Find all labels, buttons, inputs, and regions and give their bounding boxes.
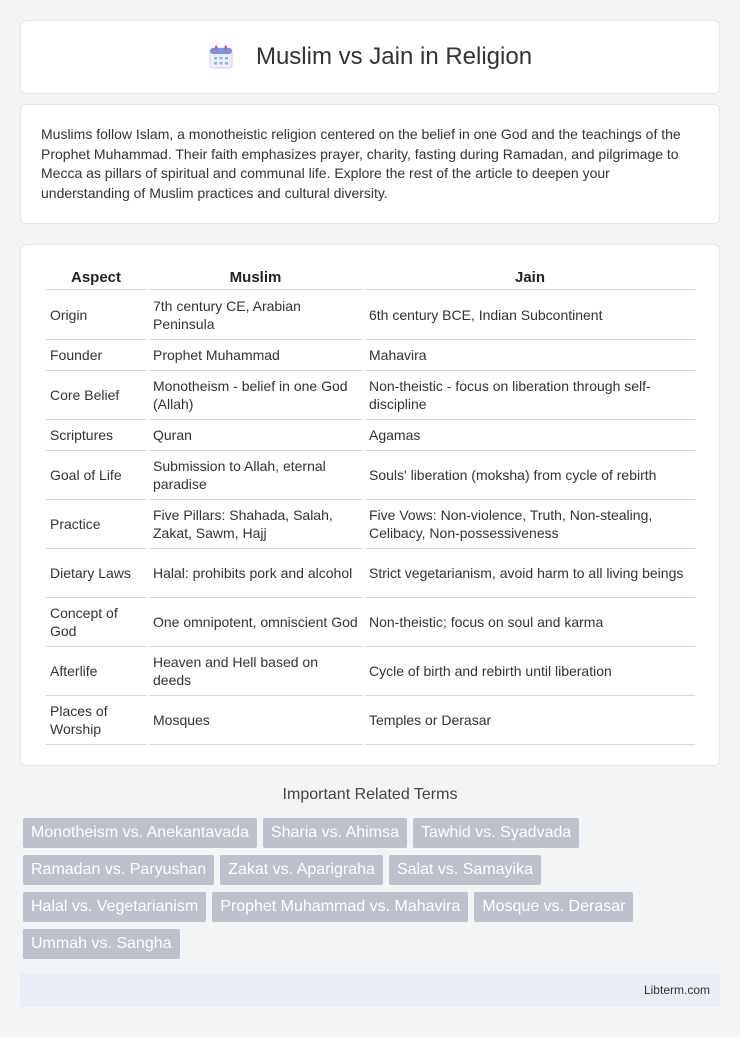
aspect-cell: Concept of God — [46, 598, 146, 647]
related-term-tag[interactable]: Tawhid vs. Syadvada — [413, 818, 579, 848]
table-row — [46, 696, 695, 745]
related-term-tag[interactable]: Salat vs. Samayika — [389, 855, 541, 885]
jain-cell: Agamas — [365, 420, 695, 451]
muslim-cell: Monotheism - belief in one God (Allah) — [149, 371, 362, 420]
title-card — [20, 20, 720, 94]
jain-cell: Cycle of birth and rebirth until liberation — [365, 647, 695, 696]
jain-cell: Non-theistic - focus on liberation through self-discipline — [365, 371, 695, 420]
table-header-row — [46, 263, 695, 290]
table-row — [46, 340, 695, 371]
muslim-cell: Submission to Allah, eternal paradise — [149, 451, 362, 500]
aspect-cell: Dietary Laws — [46, 549, 146, 598]
muslim-cell: One omnipotent, omniscient God — [149, 598, 362, 647]
aspect-cell: Practice — [46, 500, 146, 549]
intro-text: Muslims follow Islam, a monotheistic religion centered on the belief in one God and the teachings of the Prophet Muhammad. Their faith emphasizes prayer, charity, fasting during Ramadan, and pilgrimage to Mecca as pillars of spiritual and communal life. Explore the rest of the article to deepen your understanding of Muslim practices and cultural diversity. — [41, 126, 681, 201]
muslim-cell: Mosques — [149, 696, 362, 745]
muslim-cell: Halal: prohibits pork and alcohol — [149, 549, 362, 598]
related-terms-title: Important Related Terms — [282, 786, 458, 803]
muslim-cell: Quran — [149, 420, 362, 451]
related-term-tag[interactable]: Ummah vs. Sangha — [23, 929, 180, 959]
related-term-tag[interactable]: Mosque vs. Derasar — [474, 892, 633, 922]
jain-cell: Five Vows: Non-violence, Truth, Non-stealing, Celibacy, Non-possessiveness — [365, 500, 695, 549]
aspect-cell: Afterlife — [46, 647, 146, 696]
table-row — [46, 500, 695, 549]
aspect-cell: Founder — [46, 340, 146, 371]
jain-cell: Temples or Derasar — [365, 696, 695, 745]
aspect-cell: Scriptures — [46, 420, 146, 451]
related-term-tag[interactable]: Zakat vs. Aparigraha — [220, 855, 383, 885]
page-title: Muslim vs Jain in Religion — [255, 43, 533, 70]
jain-cell: Souls' liberation (moksha) from cycle of rebirth — [365, 451, 695, 500]
related-term-tag[interactable]: Ramadan vs. Paryushan — [23, 855, 214, 885]
muslim-cell: 7th century CE, Arabian Peninsula — [149, 290, 362, 340]
header-muslim: Muslim — [149, 263, 362, 290]
footer — [20, 974, 720, 1007]
aspect-cell: Places of Worship — [46, 696, 146, 745]
intro-card — [20, 104, 720, 224]
header-jain: Jain — [365, 263, 695, 290]
table-row — [46, 598, 695, 647]
jain-cell: Strict vegetarianism, avoid harm to all living beings — [365, 549, 695, 598]
jain-cell: 6th century BCE, Indian Subcontinent — [365, 290, 695, 340]
jain-cell: Non-theistic; focus on soul and karma — [365, 598, 695, 647]
aspect-cell: Goal of Life — [46, 451, 146, 500]
related-terms-list — [23, 818, 723, 966]
table-row — [46, 290, 695, 340]
table-row — [46, 451, 695, 500]
related-term-tag[interactable]: Prophet Muhammad vs. Mahavira — [212, 892, 468, 922]
table-row — [46, 549, 695, 598]
table-row — [46, 371, 695, 420]
aspect-cell: Origin — [46, 290, 146, 340]
calendar-icon — [208, 44, 234, 70]
table-row — [46, 647, 695, 696]
aspect-cell: Core Belief — [46, 371, 146, 420]
jain-cell: Mahavira — [365, 340, 695, 371]
comparison-table — [43, 263, 698, 745]
footer-site-link[interactable]: Libterm.com — [643, 983, 710, 997]
related-term-tag[interactable]: Monotheism vs. Anekantavada — [23, 818, 257, 848]
comparison-table-card — [20, 244, 720, 766]
muslim-cell: Five Pillars: Shahada, Salah, Zakat, Sawm, Hajj — [149, 500, 362, 549]
header-aspect: Aspect — [46, 263, 146, 290]
muslim-cell: Prophet Muhammad — [149, 340, 362, 371]
related-term-tag[interactable]: Halal vs. Vegetarianism — [23, 892, 206, 922]
muslim-cell: Heaven and Hell based on deeds — [149, 647, 362, 696]
table-row — [46, 420, 695, 451]
related-term-tag[interactable]: Sharia vs. Ahimsa — [263, 818, 407, 848]
